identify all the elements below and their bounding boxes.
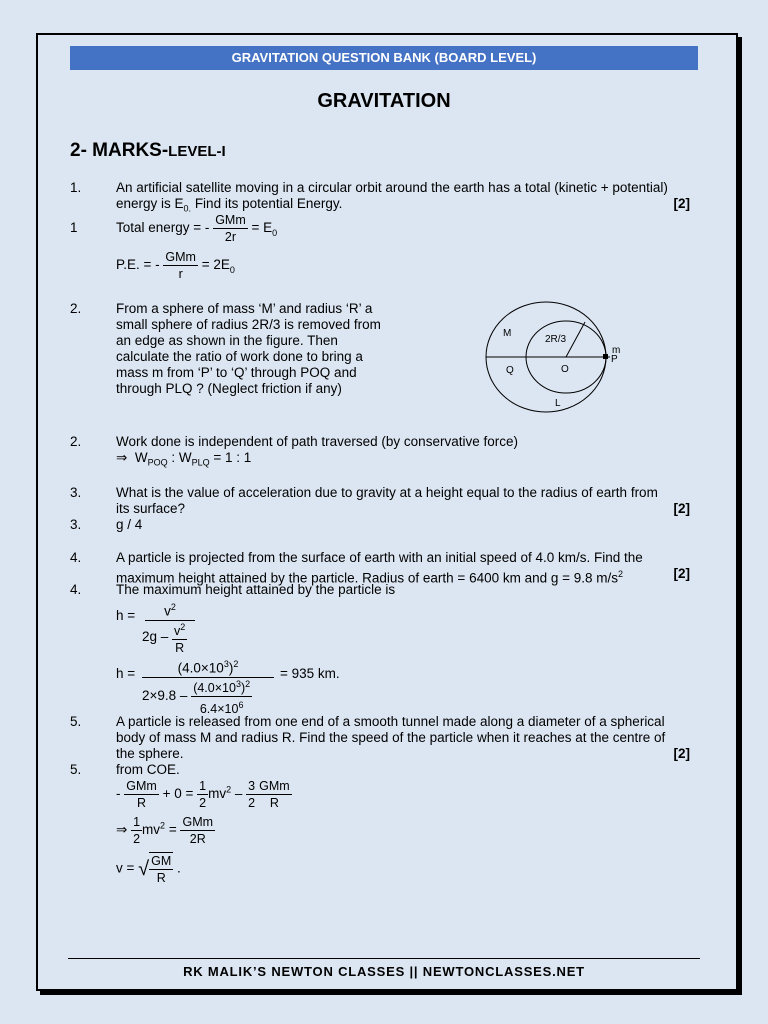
label-m: m — [612, 345, 621, 356]
label-M: M — [503, 328, 512, 339]
q3-number: 3. — [70, 485, 82, 500]
a5-number: 5. — [70, 762, 82, 777]
q2-text: From a sphere of mass ‘M’ and radius ‘R’ a small sphere of radius 2R/3 is removed from an edge as shown in the figure. Then calculate the ratio of work done to bring a mass m from ‘P’ to ‘Q’ through POQ and through PLQ ? (Neglect friction if any) — [116, 301, 381, 396]
footer-rule — [68, 958, 700, 959]
footer: RK MALIK’S NEWTON CLASSES || NEWTONCLASSES.NET — [183, 964, 585, 979]
a4-result: = 935 km. — [280, 666, 340, 681]
a4-formula-numerator: $v^2$ — [145, 599, 195, 621]
sphere-cavity-figure — [478, 298, 628, 418]
label-P: P — [611, 354, 618, 365]
label-Q: Q — [506, 365, 514, 376]
a4-numeric: h = — [116, 666, 136, 681]
a4-numeric-numerator: $(4.0\times 10^3)^2$ — [142, 656, 274, 678]
q5-marks: [2] — [673, 746, 690, 761]
q1-marks: [2] — [673, 196, 690, 211]
page-title: GRAVITATION — [317, 90, 451, 112]
radius-line — [566, 322, 585, 357]
section-heading: 2- MARKS-LEVEL-I — [70, 140, 226, 161]
header-banner: GRAVITATION QUESTION BANK (BOARD LEVEL) — [70, 46, 698, 70]
point-mass — [603, 354, 608, 359]
a1-number: 1 — [70, 220, 78, 235]
q3-marks: [2] — [673, 501, 690, 516]
q4-number: 4. — [70, 550, 82, 565]
q4-marks: [2] — [673, 566, 690, 581]
a4-formula-denominator: 2g – $\frac{v^2}{R}$ — [142, 619, 187, 656]
q1-number: 1. — [70, 180, 82, 195]
q3-text: What is the value of acceleration due to gravity at a height equal to the radius of earth from its surface? — [116, 485, 658, 516]
a5-energy-equation: - $\frac{\text{GMm}}{R}$ + 0 = $\frac{1}{2}$ $mv^2$ – $\frac{3}{2}$ $\frac{\text{GMm}}{R}$ — [116, 779, 290, 810]
q4-text: A particle is projected from the surface of earth with an initial speed of 4.0 km/s. Find the maximum height attained by the particle. Radius of earth = 6400 km and g = 9.8 $m/s^2$ — [116, 550, 643, 586]
a4-text: The maximum height attained by the particle is — [116, 582, 396, 597]
a4-height-formula: h = — [116, 608, 136, 623]
q5-number: 5. — [70, 714, 82, 729]
q5-text: A particle is released from one end of a smooth tunnel made along a diameter of a spherical body of mass M and radius R. Find the speed of the particle when it reaches at the centre of the sphere. — [116, 714, 666, 761]
a5-velocity-result: v = √ $\frac{GM}{R}$ . — [116, 854, 181, 885]
a5-kinetic-equation: ⇒ $\frac{1}{2}$ $mv^2$ = $\frac{\text{GMm}}{2R}$ — [116, 815, 214, 846]
q2-number: 2. — [70, 301, 82, 316]
a2-number: 2. — [70, 434, 82, 449]
a3-text: g / 4 — [116, 517, 143, 532]
a4-number: 4. — [70, 582, 82, 597]
a5-text: from COE. — [116, 762, 180, 777]
a1-potential-energy: P.E. = - $\frac{\text{GMm}}{r}$ = $2E_0$ — [116, 250, 235, 281]
a1-total-energy: Total energy = - $\frac{\text{GMm}}{2r}$ = $E_0$ — [116, 213, 278, 244]
a4-numeric-denominator: 2×9.8 – $\frac{(4.0\times 10^3)^2}{6.4\times 10^6}$ — [142, 676, 252, 717]
label-O: O — [561, 364, 569, 375]
label-radius: 2R/3 — [545, 334, 567, 345]
q1-text: An artificial satellite moving in a circular orbit around the earth has a total (kinetic + potential) energy is $E_{0.}$ Find its potential Energy. — [116, 180, 668, 214]
a2-text: Work done is independent of path traversed (by conservative force) ⇒ $W_{POQ}$ : $W_{PLQ} = 1$ : 1 — [116, 434, 518, 468]
label-L: L — [555, 398, 561, 409]
a3-number: 3. — [70, 517, 82, 532]
